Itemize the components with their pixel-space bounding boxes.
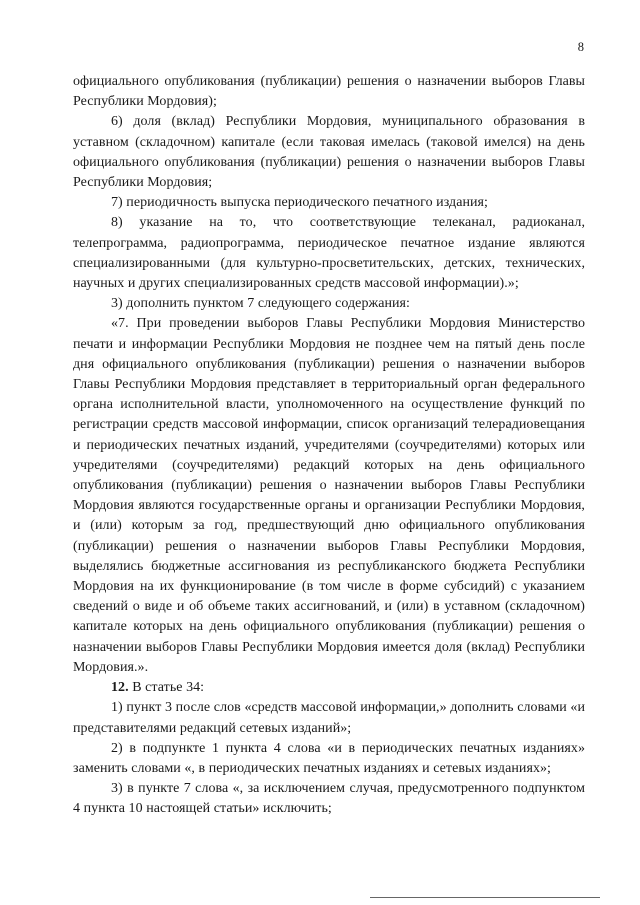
article-34-text: В статье 34: bbox=[128, 680, 205, 696]
paragraph-amendment-3: 3) дополнить пунктом 7 следующего содержания: bbox=[111, 296, 410, 312]
paragraph-item-8: 8) указание на то, что соответствующие телеканал, радиоканал, телепрограмма, радиопрограмма, периодическое печатное издание являются специализированными (для культурно-просветительских, детских, технических, научных и других специализированных средств массовой информации).»; bbox=[73, 215, 585, 292]
paragraph-article-34-heading bbox=[73, 678, 585, 698]
paragraph-item-7: 7) периодичность выпуска периодического печатного издания; bbox=[111, 195, 488, 211]
paragraph-continuation: официального опубликования (публикации) решения о назначении выборов Главы Республики Мордовия); bbox=[73, 74, 585, 110]
paragraph-new-point-7: «7. При проведении выборов Главы Республики Мордовия Министерство печати и информации Республики Мордовия не позднее чем на пятый день после дня официального опубликования (публикации) решения о назначении выборов Главы Республики Мордовия представляет в территориальный орган федерального органа исполнительной власти, уполномоченного на осуществление функций по регистрации средств массовой информации, список организаций телерадиовещания и периодических печатных изданий, учредителями (соучредителями) которых или учредителями (соучредителями) редакций которых на день официального опубликования (публикации) решения о назначении выборов Главы Республики Мордовия являются государственные органы и организации Республики Мордовия, и (или) которым за год, предшествующий дню официального опубликования (публикации) решения о назначении выборов Главы Республики Мордовия, выделялись бюджетные ассигнования из республиканского бюджета Республики Мордовия на их функционирование (в том числе в форме субсидий) с указанием сведений о виде и об объеме таких ассигнований, и (или) в уставном (складочном) капитале которых на день официального опубликования (публикации) решения о назначении выборов Главы Республики Мордовия имеется доля (вклад) Республики Мордовия.». bbox=[73, 316, 585, 675]
document-body bbox=[73, 72, 585, 820]
page-number: 8 bbox=[577, 40, 584, 54]
paragraph-art34-item-1: 1) пункт 3 после слов «средств массовой информации,» дополнить словами «и представителями редакций сетевых изданий»; bbox=[73, 700, 585, 736]
paragraph-item-6: 6) доля (вклад) Республики Мордовия, муниципального образования в уставном (складочном) капитале (если таковая имелась (таковой имелся) на день официального опубликования (публикации) решения о назначении выборов Главы Республики Мордовия; bbox=[73, 114, 585, 191]
paragraph-art34-item-3: 3) в пункте 7 слова «, за исключением случая, предусмотренного подпунктом 4 пункта 10 настоящей статьи» исключить; bbox=[73, 781, 585, 817]
paragraph-art34-item-2: 2) в подпункте 1 пункта 4 слова «и в периодических печатных изданиях» заменить словами «, в периодических печатных изданиях и сетевых изданиях»; bbox=[73, 740, 585, 776]
item-number-12: 12. bbox=[111, 680, 129, 696]
bottom-rule bbox=[370, 897, 600, 898]
